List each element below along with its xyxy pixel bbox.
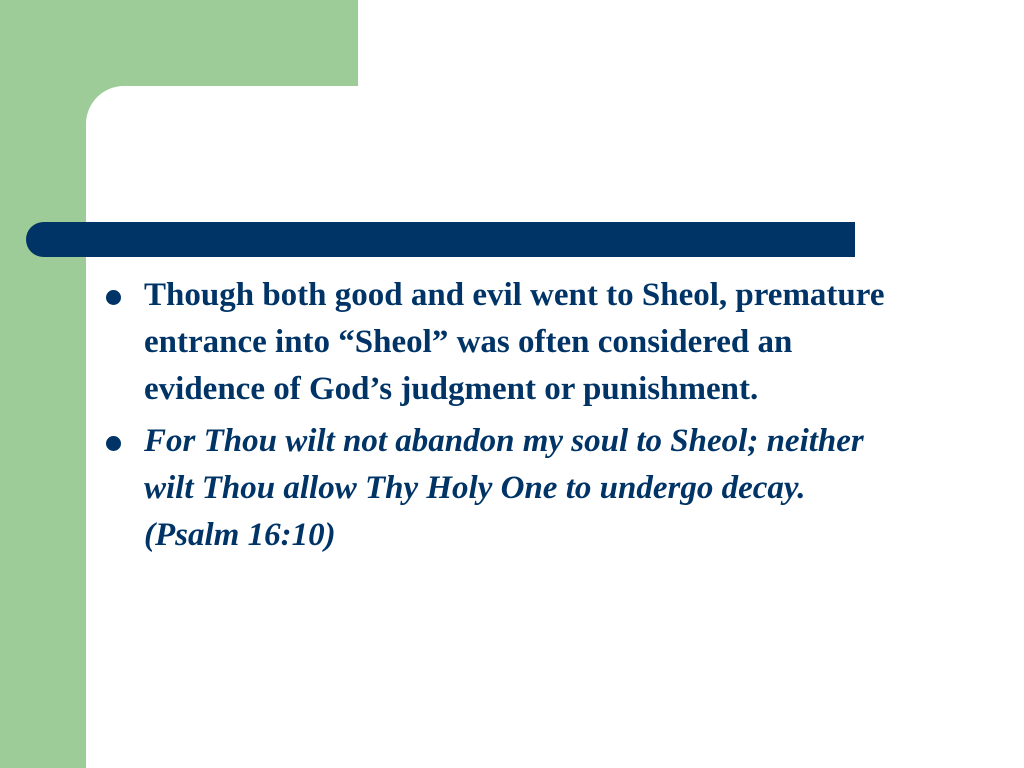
bullet-dot-icon — [106, 290, 121, 305]
bullet-dot-icon — [106, 436, 121, 451]
bullet-text: Though both good and evil went to Sheol, premature entrance into “Sheol” was often considered an evidence of God’s judgment or punishment. — [144, 277, 885, 407]
bullet-item — [104, 418, 904, 559]
title-bar — [26, 222, 855, 257]
bullet-list — [104, 272, 904, 564]
scripture-quote: For Thou wilt not abandon my soul to Sheol; neither wilt Thou allow Thy Holy One to undergo decay. (Psalm 16:10) — [144, 423, 864, 553]
bullet-item — [104, 272, 904, 413]
